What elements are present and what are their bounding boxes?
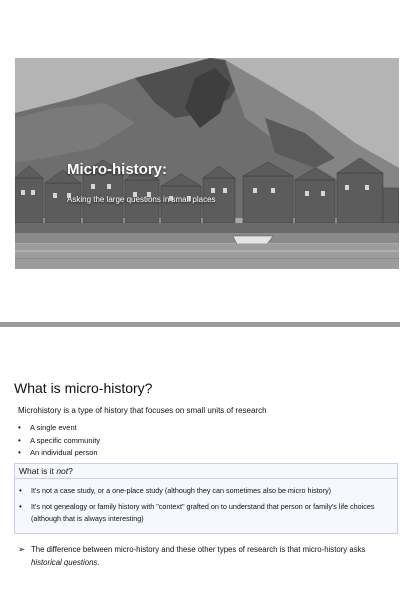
bullet-icon: • [18,435,21,445]
list-item [19,485,393,498]
conclusion-text [18,543,398,569]
slide-title: Micro-history: [67,161,168,178]
conclusion-prefix: The difference between micro-history and these other types of research is that micro-history asks [31,545,366,554]
bullet-icon: • [19,501,22,511]
list-item [19,501,393,526]
not-box-heading-suffix: ? [68,466,73,476]
not-box-heading-prefix: What is it [19,466,57,476]
bullet-icon: • [18,448,21,457]
list-item-text: A specific community [30,435,101,445]
list-item-text: It's not genealogy or family history with "context" grafted on to understand that person or family's life choices (although that is always interesting) [31,501,375,523]
units-list [18,422,100,460]
divider [15,478,397,479]
list-item-text: An individual person [30,448,98,457]
list-item-text: A single event [30,423,77,432]
not-box-heading [19,466,73,476]
list-item-text: It's not a case study, or a one-place study (although they can sometimes also be micro history) [31,486,332,495]
arrow-bullet-icon: ➢ [18,544,26,554]
not-list [19,485,393,529]
what-it-is-not-box [14,463,398,534]
village-cliff-photo [15,58,399,269]
not-box-heading-emphasis: not [56,466,69,476]
content-slide [0,327,400,600]
list-item [18,422,100,435]
conclusion-suffix: . [97,558,100,567]
slide-heading: What is micro-history? [14,380,153,396]
conclusion-emphasis: historical questions [31,558,98,567]
list-item [18,435,100,448]
list-item [18,447,100,460]
slide-subtitle: Asking the large questions in small places [67,195,216,204]
bullet-icon: • [18,423,21,432]
intro-text: Microhistory is a type of history that focuses on small units of research [18,406,267,415]
bullet-icon: • [19,486,22,495]
